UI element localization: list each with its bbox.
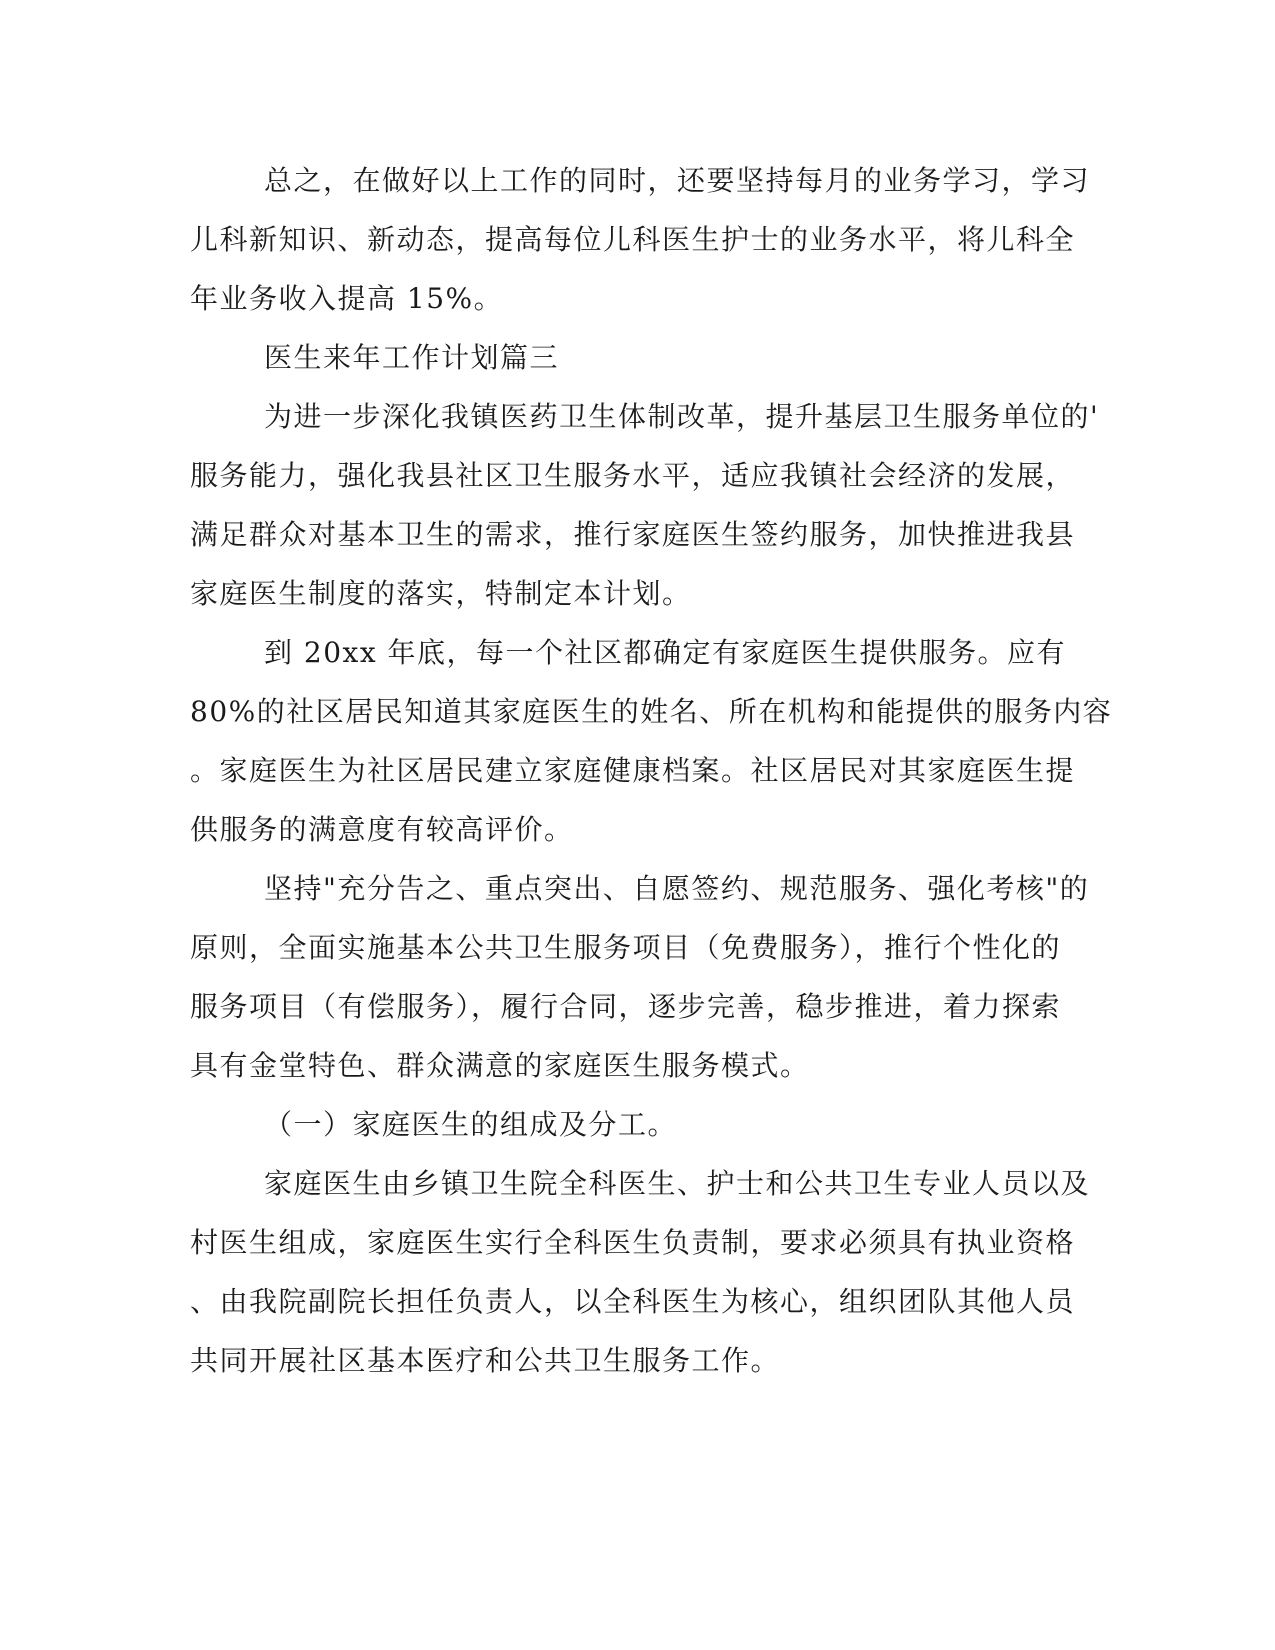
- paragraph-line: 服务能力，强化我县社区卫生服务水平，适应我镇社会经济的发展，: [190, 459, 1076, 492]
- paragraph-line: 、由我院副院长担任负责人，以全科医生为核心，组织团队其他人员: [190, 1285, 1076, 1318]
- paragraph-line: 80%的社区居民知道其家庭医生的姓名、所在机构和能提供的服务内容: [190, 695, 1113, 728]
- section-heading: 医生来年工作计划篇三: [264, 341, 560, 374]
- paragraph-line: 年业务收入提高 15%。: [190, 282, 504, 315]
- paragraph-line: 到 20xx 年底，每一个社区都确定有家庭医生提供服务。应有: [264, 636, 1067, 669]
- paragraph-line: 为进一步深化我镇医药卫生体制改革，提升基层卫生服务单位的': [264, 400, 1100, 433]
- paragraph-line: 总之，在做好以上工作的同时，还要坚持每月的业务学习，学习: [264, 164, 1091, 197]
- paragraph-line: 儿科新知识、新动态，提高每位儿科医生护士的业务水平，将儿科全: [190, 223, 1076, 256]
- paragraph-line: 坚持"充分告之、重点突出、自愿签约、规范服务、强化考核"的: [264, 872, 1090, 905]
- paragraph-line: 原则，全面实施基本公共卫生服务项目（免费服务），推行个性化的: [190, 931, 1062, 964]
- paragraph-line: 。家庭医生为社区居民建立家庭健康档案。社区居民对其家庭医生提: [190, 754, 1076, 787]
- paragraph-line: 村医生组成，家庭医生实行全科医生负责制，要求必须具有执业资格: [190, 1226, 1076, 1259]
- paragraph-line: 共同开展社区基本医疗和公共卫生服务工作。: [190, 1344, 781, 1377]
- subsection-heading: （一）家庭医生的组成及分工。: [264, 1108, 678, 1141]
- paragraph-line: 家庭医生由乡镇卫生院全科医生、护士和公共卫生专业人员以及: [264, 1167, 1091, 1200]
- paragraph-line: 供服务的满意度有较高评价。: [190, 813, 574, 846]
- paragraph-line: 服务项目（有偿服务），履行合同，逐步完善，稳步推进，着力探索: [190, 990, 1062, 1023]
- paragraph-line: 满足群众对基本卫生的需求，推行家庭医生签约服务，加快推进我县: [190, 518, 1076, 551]
- paragraph-line: 具有金堂特色、群众满意的家庭医生服务模式。: [190, 1049, 810, 1082]
- paragraph-line: 家庭医生制度的落实，特制定本计划。: [190, 577, 692, 610]
